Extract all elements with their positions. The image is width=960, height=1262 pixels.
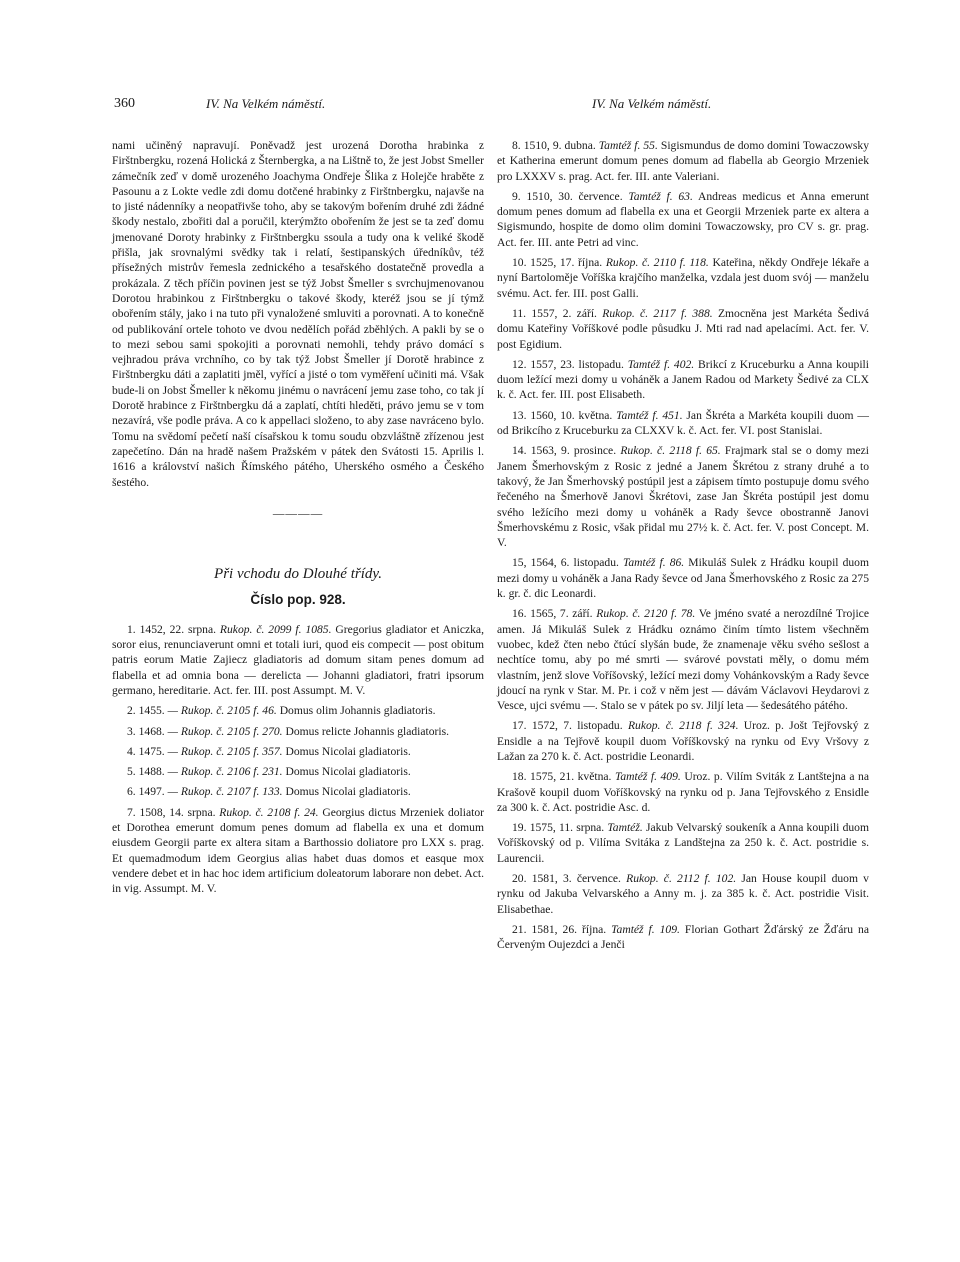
entry-number: 1. bbox=[127, 622, 136, 636]
entry-text: Domus Nicolai gladiatoris. bbox=[285, 765, 411, 779]
record-entry bbox=[497, 357, 869, 403]
entry-reference: — Rukop. č. 2106 f. 231. bbox=[167, 765, 283, 779]
entry-number: 15, bbox=[512, 556, 527, 570]
entry-number: 21. bbox=[512, 922, 527, 936]
entry-text: Jan House koupil duom v rynku od Jakuba Velvarského a Anny m. j. za 385 k. č. Act. postridie Visit. Elisabethae. bbox=[497, 872, 869, 916]
entry-text: Georgius dictus Mrzeniek doliator et Dorothea emerunt domum penes domum ad flabella ex una et domum eiusdem Georgii parte ex altera sitam a Barthossio doliatore pro LXX s. prag. Et quemadmodum idem Georgius alias habet duas domos et easque mox vendere debet et in hac hoc idem artificium doleatorum laborare non debet. Act. in vig. Assumpt. M. V. bbox=[112, 805, 485, 896]
record-entry bbox=[497, 306, 869, 352]
entry-text: Domus relicte Johannis gladiatoris. bbox=[285, 724, 450, 738]
continuation-paragraph: nami učiněný napravují. Poněvadž jest urozená Dorotha hrabinka z Firštnbergku, rozená Holická z Šternbergka, a na Lištně to, že jest Jobst Smeller zámečník zeď v domě urozeného Joachyma Ondřeje Šlika z Holejče hraběte z Pasounu a z Lokte vedle zdi domu dotčené hrabinky z Firštnbergku, najavše na to jisté nádenníky a neopatřivše toho, aby se takovým bořením druhé zdi žádné škody nestalo, zbořiti dal a poručil, kterýmžto obořením že jest se ta zeď domu jmenované Doroty hrabinky z Firštnbergku ssoula a tudy ona k veliké škodě přišla, jak srovnalými svědky tak i relatí, šestipanských úředníkův, též přísežných mistrův řemesla zednického a tesařského dostatečně provedla a prokázala. Z těch příčin povinen jest se týž Jobst Šmeller s svrchujmenovanou Dorotou hrabinkou z Firštnbergku o takové škody, kteréž jsou se jí týmž obořením stály, jako i na tuto při vynaložené smluviti a porovnati. A to konečně od publikování ortele tohoto ve dvou nedělích pořád zběhlých. A pakli by se o to mezi sebou sami spokojiti a porovnati nemohli, tehdy právo domácí s vejhradou práva vrchního, co by tak týž Jobst Šmeller jí Dorotě hrabince z Firštnbergku dáti a zaplatiti jměl, vyřící a jisté o tom vyměření učiniti má. Však bude-li on Jobst Šmeller k někomu jinému o navrácení jemu zase toho, co tak jí Dorotě hrabince z Firštnbergku dá a zaplatí, chtíti hleděti, právo jemu se v tom nezavírá, vše podle práva. A co k appellaci složeno, to aby zase navráceno bylo. Tomu na svědomí pečetí naší císařskou k tomu soudu obzvláštně zřízenou jest zapečetíno. Dán na hradě našem Pražském v pátek den Svátosti 15. Aprilis l. 1616 a království našich Římského pátého, Uherského osmého a Českého šestého. bbox=[112, 139, 484, 489]
entry-date: 1557, 23. listopadu. bbox=[530, 357, 624, 371]
section-number: Číslo pop. 928. bbox=[250, 592, 346, 608]
entry-text: Andreas medicus et Anna emerunt domum penes domum ad flabella ex una et Georgii Mrzeniek parte ex altera a Sigismundo, hospite de domo olim domini Towaczowsky, pro CV s. gr. prag. Act. fer. III. ante Petri ad vinc. bbox=[497, 189, 870, 249]
entry-text: Gregorius gladiator et Aniczka, soror eius, renunciaverunt omni et totali iuri, quod eis compecit — post obitum patris eorum Matie Zajiecz gladiatoris ad domum sitam penes domum ad flabella et ad omnia bona — derelicta — Johanni gladiatori, fratri ipsorum germano, hereditarie. Act. fer. III. post Assumpt. M. V. bbox=[112, 622, 484, 697]
entry-reference: Tamtéž. bbox=[607, 821, 643, 835]
entry-date: 1497. bbox=[138, 785, 165, 799]
entry-number: 8. bbox=[512, 139, 521, 152]
record-entry bbox=[497, 255, 869, 301]
entry-number: 12. bbox=[512, 357, 527, 371]
record-entry bbox=[497, 922, 869, 953]
entry-text: Jan Škréta a Markéta koupili duom — od Brikcího z Kruceburku za CLXXV k. č. Act. fer. VI. post Stanislai. bbox=[497, 408, 869, 438]
entry-reference: Tamtéž f. 451. bbox=[616, 408, 683, 422]
section-separator: ———— bbox=[272, 506, 324, 520]
entry-reference: Rukop. č. 2108 f. 24. bbox=[219, 805, 319, 819]
entry-date: 1572, 7. listopadu. bbox=[531, 719, 623, 733]
entry-date: 1564, 6. listopadu. bbox=[530, 556, 619, 570]
record-entry bbox=[112, 622, 484, 698]
entry-number: 3. bbox=[127, 724, 136, 738]
entry-date: 1475. bbox=[138, 744, 165, 758]
entry-date: 1560, 10. května. bbox=[530, 408, 613, 422]
entry-reference: Tamtéž f. 86. bbox=[623, 556, 685, 570]
record-entry bbox=[112, 784, 484, 799]
running-head-right: IV. Na Velkém náměstí. bbox=[592, 96, 712, 111]
entry-text: Domus Nicolai gladiatoris. bbox=[285, 744, 411, 758]
entry-reference: Rukop. č. 2099 f. 1085. bbox=[219, 622, 332, 636]
entry-text: Ve jméno svaté a nerozdílné Trojice amen. Já Mikuláš Sulek z Hrádku oznámo činím tímto listem všechněm vuobec, kdež čten nebo čtúcí slyšán bude, že znamenaje věku svého sešlost a nechtíce tomu, aby po mé smrti — svárové povstati měly, o domu mém vlastním, jenž slove Voříšovský, ležící mezi domy Vohánkovským a Rady ševce jdoucí na rynk v Star. M. Pr. i což v něm jest — dávám Václavovi Heydarovi z Vesce, ujci svému —. Stalo se v pátek po sv. Jiljí leta — šedesátého pátého. bbox=[497, 607, 869, 713]
entry-number: 10. bbox=[512, 256, 527, 270]
entry-date: 1581, 26. října. bbox=[531, 922, 607, 936]
entry-reference: Rukop. č. 2118 f. 324. bbox=[627, 719, 739, 733]
entry-number: 13. bbox=[512, 408, 527, 422]
entry-reference: Rukop. č. 2120 f. 78. bbox=[596, 607, 696, 621]
entry-reference: Rukop. č. 2112 f. 102. bbox=[626, 872, 737, 886]
record-entry bbox=[497, 871, 869, 917]
right-entries bbox=[497, 138, 869, 953]
entry-reference: — Rukop. č. 2105 f. 46. bbox=[167, 704, 277, 718]
right-column bbox=[497, 138, 869, 958]
record-entry bbox=[112, 805, 484, 897]
entry-date: 1508, 14. srpna. bbox=[139, 805, 216, 819]
entry-date: 1525, 17. října. bbox=[530, 256, 603, 270]
entry-reference: — Rukop. č. 2105 f. 270. bbox=[167, 724, 283, 738]
entry-date: 1488. bbox=[138, 765, 165, 779]
entry-number: 11. bbox=[512, 306, 527, 320]
entry-reference: Rukop. č. 2110 f. 118. bbox=[605, 256, 709, 270]
record-entry bbox=[112, 744, 484, 759]
entry-number: 20. bbox=[512, 872, 527, 886]
record-entry bbox=[112, 703, 484, 718]
page-header bbox=[114, 96, 874, 116]
record-entry bbox=[112, 764, 484, 779]
section-title: Při vchodu do Dlouhé třídy. bbox=[214, 566, 382, 583]
entry-date: 1510, 30. července. bbox=[526, 189, 623, 203]
entry-date: 1575, 21. května. bbox=[530, 770, 612, 784]
page-number: 360 bbox=[114, 96, 135, 111]
entry-date: 1581, 3. července. bbox=[531, 872, 621, 886]
record-entry bbox=[497, 555, 869, 601]
entry-number: 16. bbox=[512, 607, 527, 621]
entry-text: Uroz. p. Vilím Sviták z Lantštejna a na Krašově koupil duom Voříškovský na rynku od p. Jana Tejřovského z Ensidle za 300 k. č. Act. postridie Asc. d. bbox=[497, 770, 869, 814]
entry-text: Jakub Velvarský soukeník a Anna koupili duom Voříškovský od p. Vilíma Svitáka z Landštejna za 250 k. č. Act. postridie s. Laurencii. bbox=[497, 821, 869, 865]
record-entry bbox=[112, 724, 484, 739]
entry-text: Uroz. p. Jošt Tejřovský z Ensidle a na Tejřově koupil duom Voříškovský na rynku od Evy Vršovy z Lažan za 270 k. č. Act. postridie Leonardi. bbox=[497, 719, 869, 763]
entry-date: 1565, 7. září. bbox=[530, 607, 593, 621]
entry-date: 1575, 11. srpna. bbox=[529, 821, 605, 835]
entry-number: 9. bbox=[512, 189, 521, 203]
entry-text: Domus Nicolai gladiatoris. bbox=[285, 785, 411, 799]
entry-number: 7. bbox=[127, 805, 136, 819]
entry-text: Brikcí z Kruceburku a Anna koupili duom ležící mezi domy u voháněk a Janem Radou od Markety Šedivé za CLX k. č. Act. fer. III. post Elisabeth. bbox=[497, 357, 869, 402]
entry-text: Mikuláš Sulek z Hrádku koupil duom mezi domy u voháněk a Jana Rady ševce od Jana Šmerhovského z Rosic za 275 k. gr. č. dic Leonardi. bbox=[497, 556, 869, 601]
record-entry bbox=[497, 189, 869, 250]
entry-text: Sigismundus de domo domini Towaczowsky et Katherina emerunt domum penes domum ad flabella ab Georgio Mrzeniek pro LXXXV s. prag. Act. fer. III. ante Valeriani. bbox=[497, 139, 869, 183]
entry-text: Florian Gothart Žďárský ze Žďáru na Červeným Oujezdci a Jenči bbox=[497, 922, 870, 952]
left-entries bbox=[112, 622, 484, 897]
entry-text: Domus olim Johannis gladiatoris. bbox=[279, 704, 436, 718]
entry-text: Zmocněna jest Markéta Šedivá domu Kateřiny Voříškové podle půsudku J. Mti rad nad apelacími. Act. fer. V. post Egidium. bbox=[497, 306, 869, 351]
entry-reference: Tamtéž f. 409. bbox=[614, 770, 681, 784]
running-head-left: IV. Na Velkém náměstí. bbox=[206, 96, 326, 111]
entry-text: Frajmark stal se o domy mezi Janem Šmerhovským z Rosic z jedné a Janem Škrétou z strany druhé a to takový, že Jan Šmerhovský postúpil jest a zápisem tímto postupuje domu svého řečeného na Šmerhově Janovi Škrétovi, zase Jan Škréta postúpil jest domu svého ležícího mezi domy u voháněk a Rady ševce obostranně Janovi Šmerhovskému z Rosic, však přidal mu 27½ k. č. Act. fer. V. post Concept. M. V. bbox=[497, 444, 869, 550]
entry-reference: — Rukop. č. 2107 f. 133. bbox=[167, 785, 283, 799]
entry-number: 17. bbox=[512, 719, 527, 733]
entry-text: Kateřina, někdy Ondřeje lékaře a nyní Bartoloměje Voříška krajčího manželka, vzdala jest duom svój — manželu svému. Act. fer. III. post Galli. bbox=[497, 256, 870, 300]
entry-reference: Tamtéž f. 109. bbox=[611, 922, 680, 936]
entry-number: 6. bbox=[127, 785, 136, 799]
record-entry bbox=[497, 408, 869, 439]
record-entry bbox=[497, 606, 869, 713]
left-column bbox=[112, 138, 484, 901]
entry-reference: Tamtéž f. 55. bbox=[598, 139, 658, 152]
entry-number: 19. bbox=[512, 821, 527, 835]
entry-date: 1510, 9. dubna. bbox=[523, 139, 596, 152]
entry-number: 18. bbox=[512, 770, 527, 784]
entry-reference: Tamtéž f. 402. bbox=[627, 357, 695, 371]
entry-number: 14. bbox=[512, 444, 527, 458]
entry-reference: Rukop. č. 2118 f. 65. bbox=[620, 444, 721, 458]
entry-reference: Tamtéž f. 63. bbox=[628, 189, 693, 203]
entry-date: 1468. bbox=[138, 724, 165, 738]
entry-reference: Rukop. č. 2117 f. 388. bbox=[602, 306, 713, 320]
entry-date: 1563, 9. prosince. bbox=[530, 444, 617, 458]
record-entry bbox=[497, 718, 869, 764]
record-entry bbox=[497, 769, 869, 815]
entry-number: 2. bbox=[127, 704, 136, 718]
entry-date: 1452, 22. srpna. bbox=[139, 622, 217, 636]
entry-reference: — Rukop. č. 2105 f. 357. bbox=[167, 744, 283, 758]
record-entry bbox=[497, 443, 869, 550]
entry-number: 5. bbox=[127, 765, 136, 779]
entry-number: 4. bbox=[127, 744, 136, 758]
entry-date: 1557, 2. září. bbox=[531, 306, 597, 320]
entry-date: 1455. bbox=[138, 704, 165, 718]
record-entry bbox=[497, 138, 869, 184]
record-entry bbox=[497, 820, 869, 866]
